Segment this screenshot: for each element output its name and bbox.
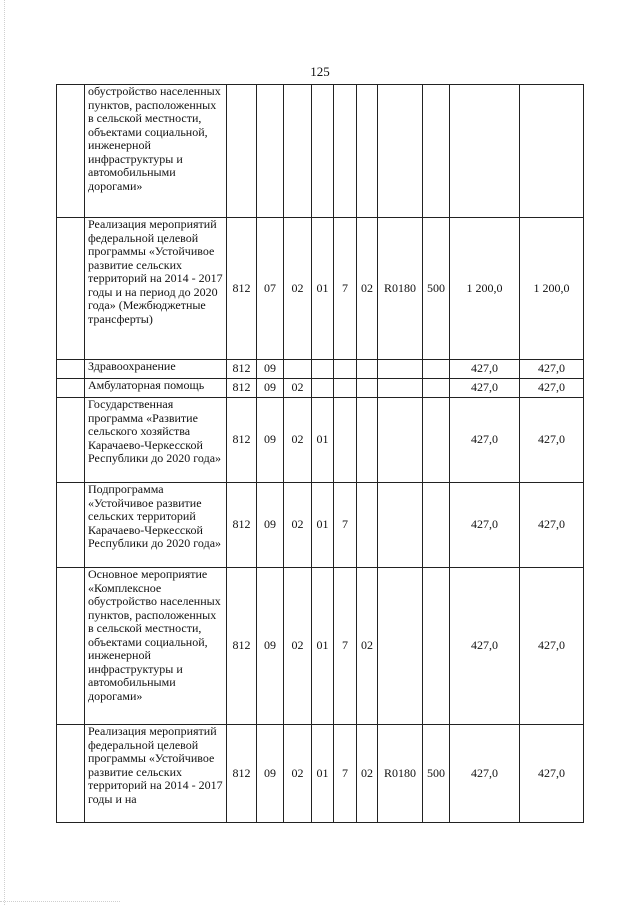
page-number: 125: [310, 64, 330, 79]
row-rz-cell: [257, 85, 284, 218]
row-ved-cell: 812: [227, 360, 257, 379]
row-c3-cell: [357, 379, 378, 398]
row-c2-cell: [334, 379, 357, 398]
row-rz-cell: 09: [257, 398, 284, 483]
row-c4-cell: [378, 483, 423, 568]
row-ved-cell: 812: [227, 379, 257, 398]
row-c1-cell: 01: [312, 218, 334, 360]
row-c2-cell: [334, 85, 357, 218]
row-c1-cell: [312, 85, 334, 218]
row-number-cell: [57, 568, 85, 725]
row-vr-cell: 500: [423, 725, 450, 823]
row-c4-cell: [378, 379, 423, 398]
row-sum2-cell: 427,0: [520, 725, 584, 823]
row-ved-cell: 812: [227, 218, 257, 360]
row-pr-cell: [284, 360, 312, 379]
row-c4-cell: [378, 568, 423, 725]
row-sum1-cell: 427,0: [450, 568, 520, 725]
row-number-cell: [57, 85, 85, 218]
row-number-cell: [57, 398, 85, 483]
row-c2-cell: [334, 360, 357, 379]
row-pr-cell: 02: [284, 379, 312, 398]
table-row: [57, 85, 584, 218]
row-c2-cell: 7: [334, 568, 357, 725]
row-vr-cell: [423, 568, 450, 725]
budget-table: [56, 84, 584, 823]
row-number-cell: [57, 360, 85, 379]
row-sum1-cell: 427,0: [450, 360, 520, 379]
row-c3-cell: 02: [357, 218, 378, 360]
row-vr-cell: [423, 483, 450, 568]
row-c3-cell: 02: [357, 725, 378, 823]
row-c1-cell: 01: [312, 725, 334, 823]
row-c3-cell: [357, 85, 378, 218]
row-c1-cell: [312, 360, 334, 379]
row-c1-cell: 01: [312, 398, 334, 483]
row-number-cell: [57, 218, 85, 360]
row-rz-cell: 09: [257, 568, 284, 725]
row-rz-cell: 09: [257, 360, 284, 379]
row-c1-cell: [312, 379, 334, 398]
row-vr-cell: [423, 398, 450, 483]
row-sum2-cell: 427,0: [520, 483, 584, 568]
row-c3-cell: [357, 398, 378, 483]
row-name-cell: обустройство населенных пунктов, расположенных в сельской местности, объектами социальной, инженерной инфраструктуры и автомобильными дорогами»: [85, 85, 227, 218]
row-pr-cell: 02: [284, 568, 312, 725]
table-row: [57, 379, 584, 398]
table-row: [57, 218, 584, 360]
row-name-cell: Здравоохранение: [85, 360, 227, 379]
row-name-cell: Реализация мероприятий федеральной целевой программы «Устойчивое развитие сельских территорий на 2014 - 2017 годы и на: [85, 725, 227, 823]
row-rz-cell: 07: [257, 218, 284, 360]
row-sum2-cell: 427,0: [520, 360, 584, 379]
row-c4-cell: [378, 85, 423, 218]
row-c3-cell: [357, 360, 378, 379]
row-c3-cell: [357, 483, 378, 568]
row-ved-cell: 812: [227, 725, 257, 823]
row-sum2-cell: 1 200,0: [520, 218, 584, 360]
row-number-cell: [57, 483, 85, 568]
row-c1-cell: 01: [312, 483, 334, 568]
row-sum1-cell: [450, 85, 520, 218]
row-vr-cell: 500: [423, 218, 450, 360]
row-vr-cell: [423, 379, 450, 398]
row-sum2-cell: 427,0: [520, 379, 584, 398]
table-row: [57, 360, 584, 379]
row-c1-cell: 01: [312, 568, 334, 725]
row-name-cell: Амбулаторная помощь: [85, 379, 227, 398]
row-sum1-cell: 427,0: [450, 725, 520, 823]
row-vr-cell: [423, 85, 450, 218]
row-c2-cell: 7: [334, 483, 357, 568]
scan-edge: [4, 0, 6, 905]
row-pr-cell: 02: [284, 483, 312, 568]
table-row: [57, 398, 584, 483]
row-name-cell: Подпрограмма «Устойчивое развитие сельских территорий Карачаево-Черкесской Республики до 2020 года»: [85, 483, 227, 568]
row-sum1-cell: 1 200,0: [450, 218, 520, 360]
table-row: [57, 568, 584, 725]
row-sum1-cell: 427,0: [450, 398, 520, 483]
row-name-cell: Основное мероприятие «Комплексное обустройство населенных пунктов, расположенных в сельской местности, объектами социальной, инженерной инфраструктуры и автомобильными дорогами»: [85, 568, 227, 725]
row-sum1-cell: 427,0: [450, 483, 520, 568]
row-c2-cell: 7: [334, 218, 357, 360]
scan-edge-bottom: [0, 901, 120, 903]
row-c4-cell: R0180: [378, 725, 423, 823]
row-pr-cell: [284, 85, 312, 218]
row-vr-cell: [423, 360, 450, 379]
row-c4-cell: R0180: [378, 218, 423, 360]
row-pr-cell: 02: [284, 398, 312, 483]
row-number-cell: [57, 379, 85, 398]
row-pr-cell: 02: [284, 218, 312, 360]
row-name-cell: Реализация мероприятий федеральной целевой программы «Устойчивое развитие сельских территорий на 2014 - 2017 годы и на период до 2020 года» (Межбюджетные трансферты): [85, 218, 227, 360]
row-rz-cell: 09: [257, 379, 284, 398]
row-name-cell: Государственная программа «Развитие сельского хозяйства Карачаево-Черкесской Республики до 2020 года»: [85, 398, 227, 483]
row-pr-cell: 02: [284, 725, 312, 823]
row-ved-cell: 812: [227, 483, 257, 568]
row-rz-cell: 09: [257, 725, 284, 823]
row-ved-cell: 812: [227, 568, 257, 725]
row-c2-cell: [334, 398, 357, 483]
row-c3-cell: 02: [357, 568, 378, 725]
row-c2-cell: 7: [334, 725, 357, 823]
row-sum2-cell: 427,0: [520, 568, 584, 725]
table-row: [57, 483, 584, 568]
row-sum2-cell: [520, 85, 584, 218]
row-sum2-cell: 427,0: [520, 398, 584, 483]
row-c4-cell: [378, 398, 423, 483]
row-ved-cell: 812: [227, 398, 257, 483]
row-c4-cell: [378, 360, 423, 379]
row-rz-cell: 09: [257, 483, 284, 568]
row-number-cell: [57, 725, 85, 823]
table-row: [57, 725, 584, 823]
row-ved-cell: [227, 85, 257, 218]
row-sum1-cell: 427,0: [450, 379, 520, 398]
